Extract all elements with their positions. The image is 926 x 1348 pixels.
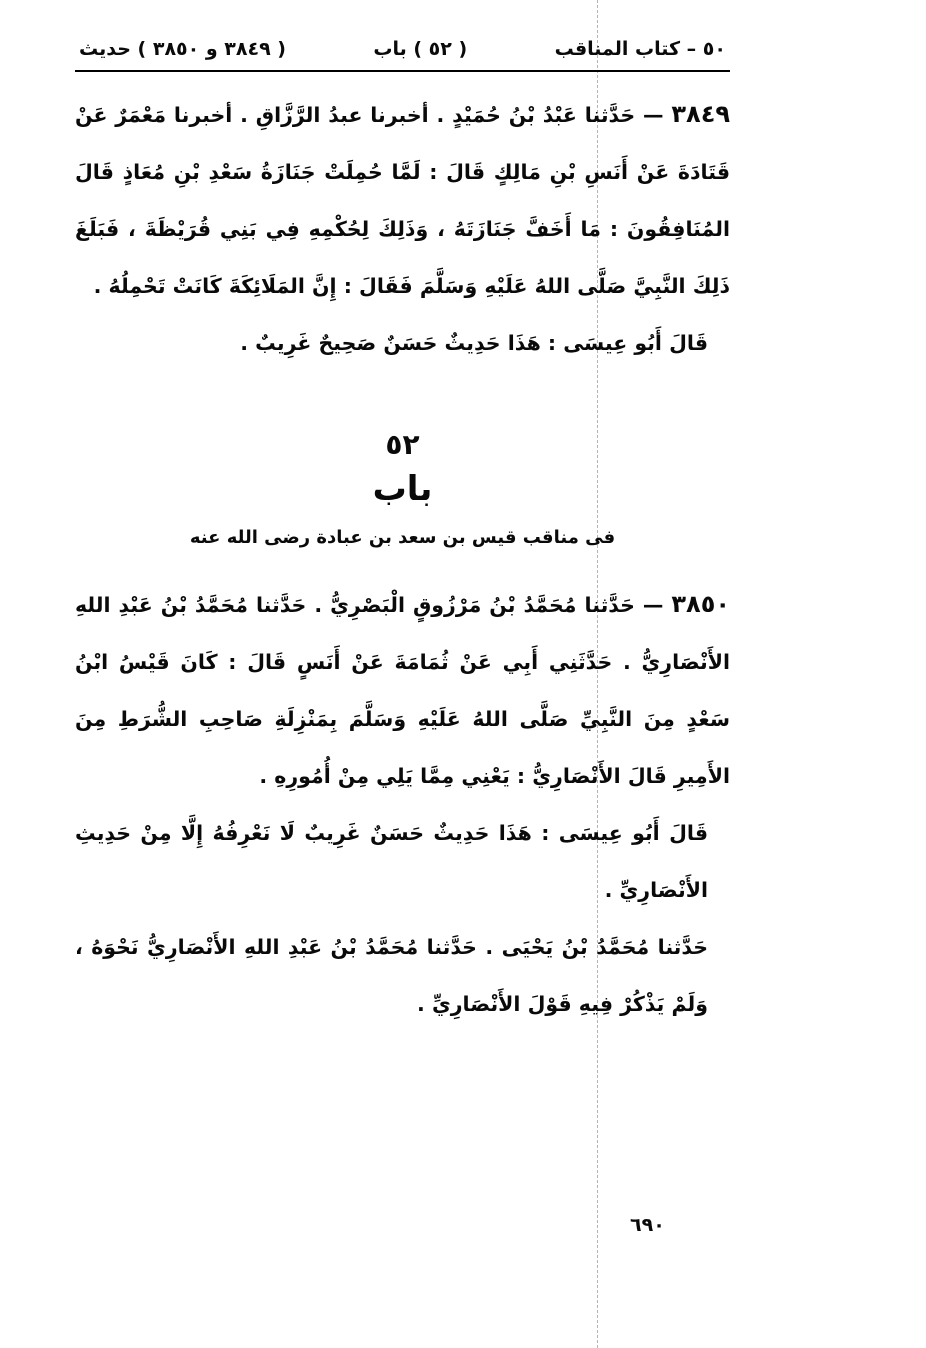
hadith-body: — حَدَّثنا عَبْدُ بْنُ حُمَيْدٍ . أخبرنا عبدُ الرَّزَّاقِ . أخبرنا مَعْمَرٌ عَنْ قَتَادَةَ عَنْ أَنَسِ بْنِ مَالِكٍ قَالَ : لَمَّا حُمِلَتْ جَنَازَةُ سَعْدِ بْنِ مُعَاذٍ قَالَ المُنَافِقُونَ : مَا أَخَفَّ جَنَازَتَهُ ، وَذَلِكَ لِحُكْمِهِ فِي بَنِي قُرَيْظَةَ ، فَبَلَغَ ذَلِكَ النَّبِيَّ صَلَّى اللهُ عَلَيْهِ وَسَلَّمَ فَقَالَ : إِنَّ المَلَائِكَةَ كَانَتْ تَحْمِلُهُ . bbox=[75, 103, 730, 298]
chapter-title: باب bbox=[372, 469, 433, 509]
hadith-3850-grading: قَالَ أَبُو عِيسَى : هَذَا حَدِيثٌ حَسَنٌ غَرِيبٌ لَا نَعْرِفُهُ إِلَّا مِنْ حَدِيثِ الأَنْصَارِيِّ . bbox=[75, 821, 708, 902]
chapter-heading bbox=[75, 424, 730, 560]
running-header bbox=[75, 38, 730, 72]
hadith-number: ٣٨٤٩ bbox=[671, 100, 730, 128]
header-book-title: ٥٠ – كتاب المناقب bbox=[554, 38, 726, 60]
hadith-3850-text bbox=[75, 576, 730, 805]
book-page bbox=[75, 38, 730, 1328]
hadith-3849-text bbox=[75, 86, 730, 315]
hadith-3850-addendum: حَدَّثنا مُحَمَّدُ بْنُ يَحْيَى . حَدَّثنا مُحَمَّدُ بْنُ عَبْدِ اللهِ الأَنْصَارِيُّ نَحْوَهُ ، وَلَمْ يَذْكُرْ فِيهِ قَوْلَ الأَنْصَارِيِّ . bbox=[75, 935, 708, 1016]
header-chapter: ( ٥٢ ) باب bbox=[373, 38, 468, 60]
chapter-subtitle: فى مناقب قيس بن سعد بن عبادة رضى الله عنه bbox=[189, 527, 616, 548]
chapter-number: ٥٢ bbox=[385, 428, 420, 461]
hadith-number: ٣٨٥٠ bbox=[671, 590, 730, 618]
hadith-body: — حَدَّثنا مُحَمَّدُ بْنُ مَرْزُوقٍ الْبَصْرِيُّ . حَدَّثنا مُحَمَّدُ بْنُ عَبْدِ اللهِ الأَنْصَارِيُّ . حَدَّثَنِي أَبِي عَنْ ثُمَامَةَ عَنْ أَنَسٍ قَالَ : كَانَ قَيْسُ ابْنُ سَعْدٍ مِنَ النَّبِيِّ صَلَّى اللهُ عَلَيْهِ وَسَلَّمَ بِمَنْزِلَةِ صَاحِبِ الشُّرَطِ مِنَ الأَمِيرِ قَالَ الأَنْصَارِيُّ : يَعْنِي مِمَّا يَلِي مِنْ أُمُورِهِ . bbox=[75, 593, 730, 788]
hadith-3849-grading: قَالَ أَبُو عِيسَى : هَذَا حَدِيثٌ حَسَنٌ صَحِيحٌ غَرِيبٌ . bbox=[240, 331, 708, 355]
page-number: ٦٩٠ bbox=[630, 1214, 665, 1236]
header-hadith-range: ( ٣٨٤٩ و ٣٨٥٠ ) حديث bbox=[79, 38, 286, 60]
hadith-3849 bbox=[75, 86, 730, 372]
hadith-3850 bbox=[75, 576, 730, 1033]
page-body bbox=[75, 86, 730, 1033]
